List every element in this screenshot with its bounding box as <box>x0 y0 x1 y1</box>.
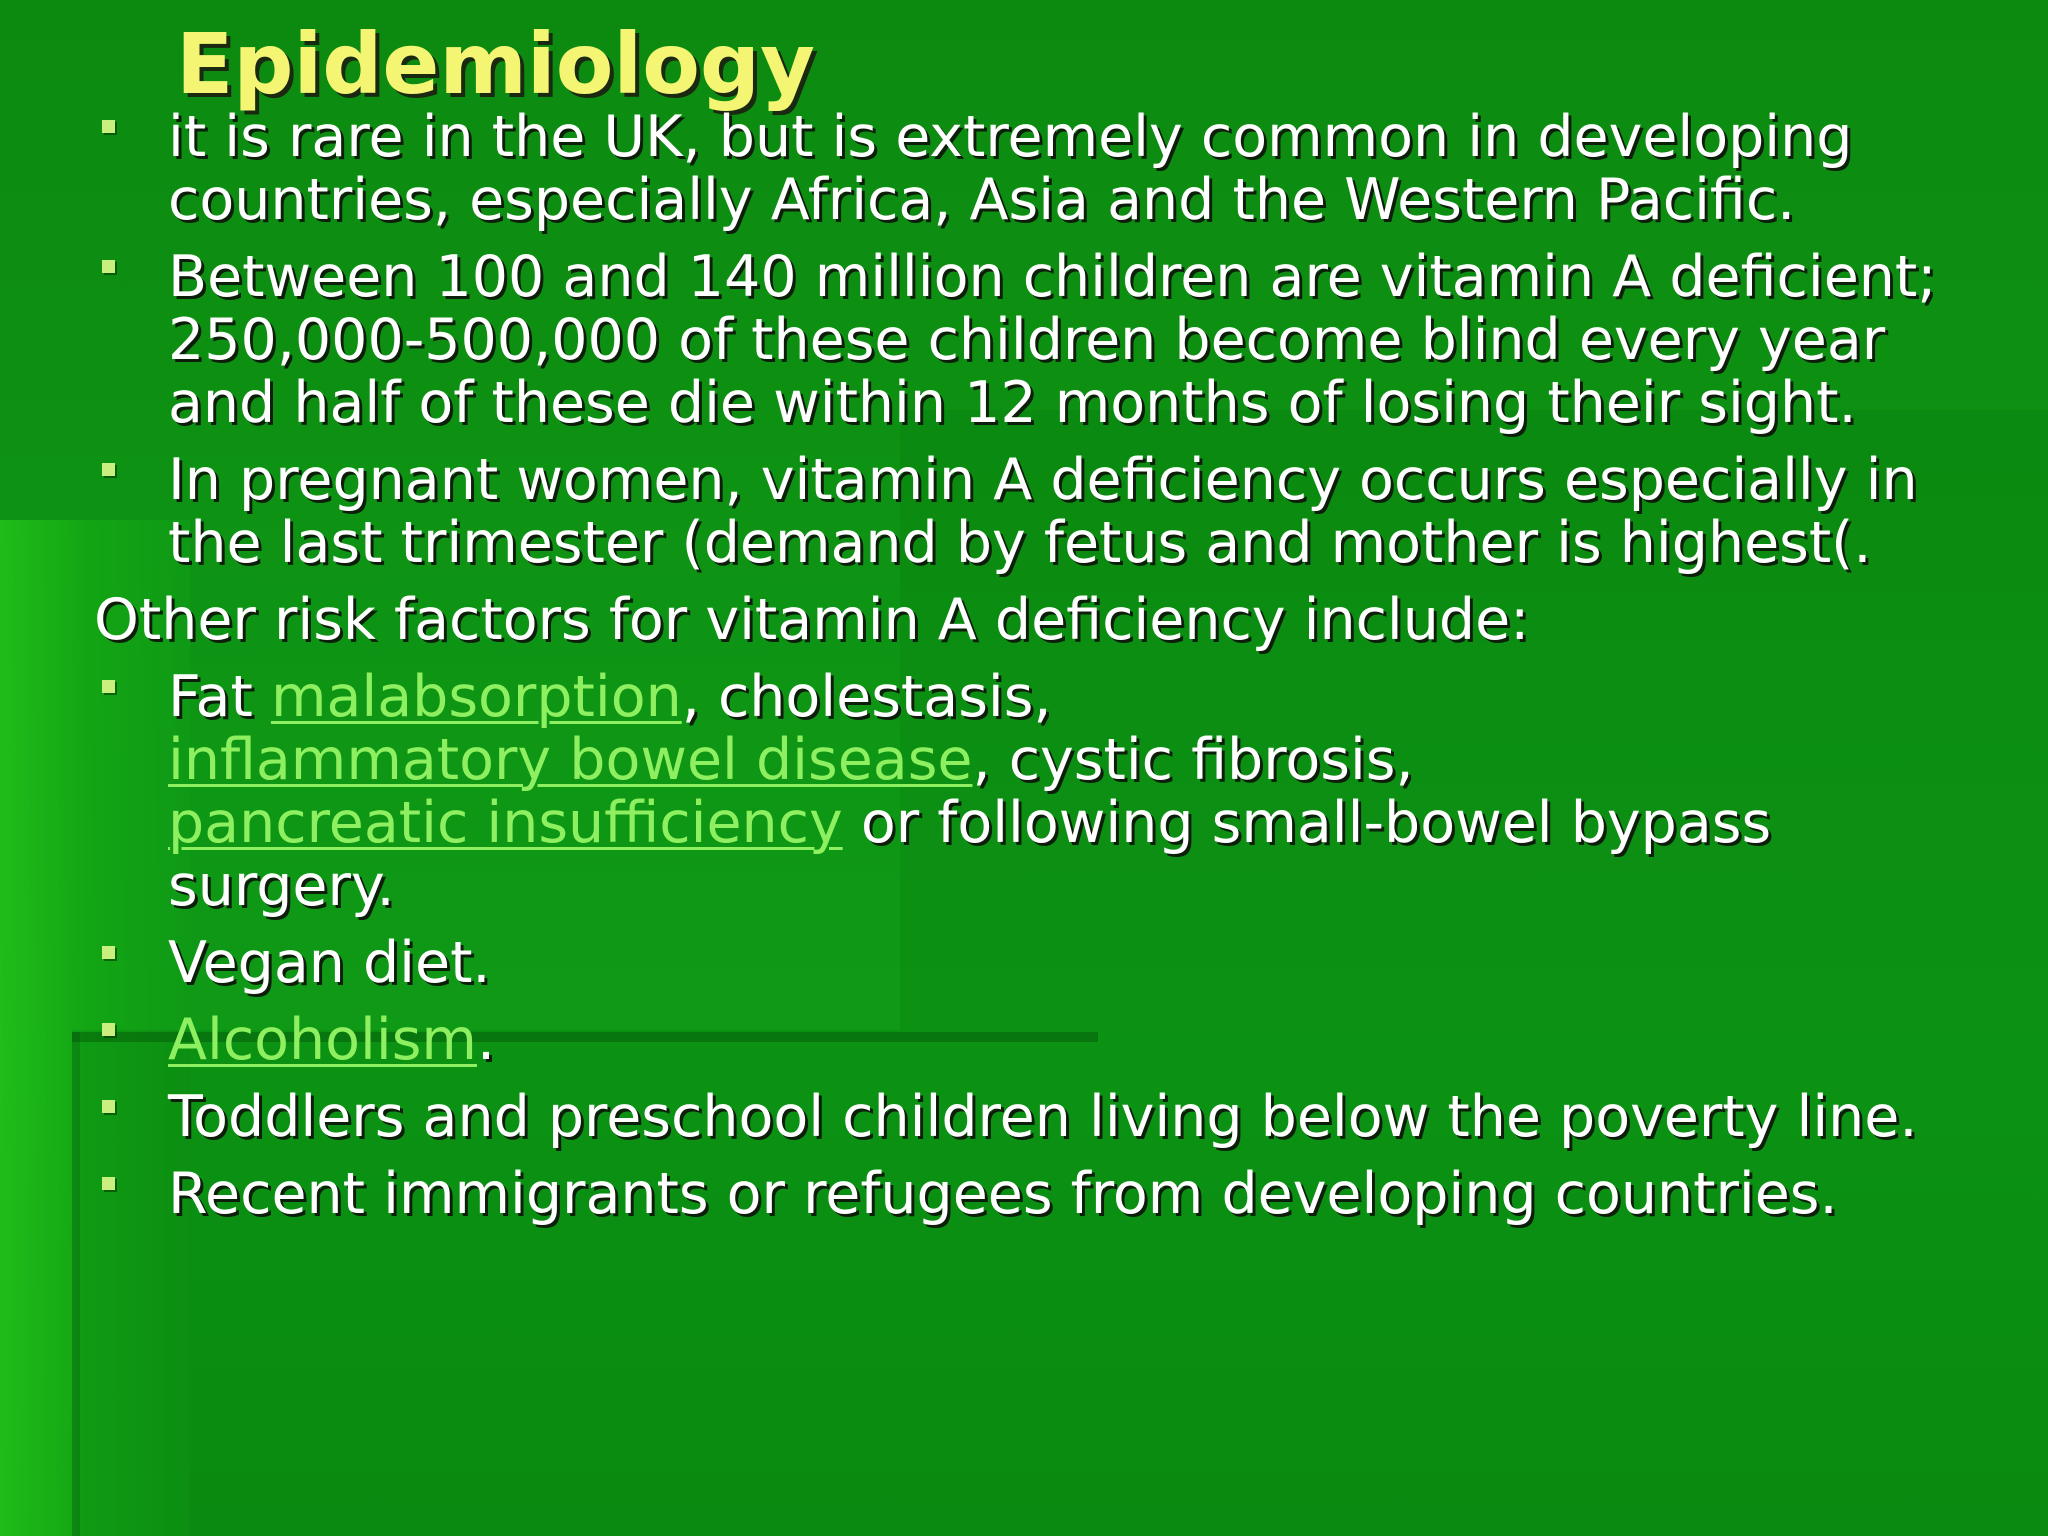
bullet-text: In pregnant women, vitamin A deficiency occurs especially in the last trimester (demand by fetus and mother is highest(. <box>168 447 1918 576</box>
square-bullet-icon <box>102 260 115 273</box>
list-item <box>94 1163 1994 1226</box>
square-bullet-icon <box>102 463 115 476</box>
bullet-text: or following small-bowel bypass surgery. <box>168 790 1772 919</box>
bullet-text: Recent immigrants or refugees from developing countries. <box>168 1161 1838 1227</box>
list-item <box>94 1086 1994 1149</box>
bullet-text: , cholestasis, <box>681 664 1052 730</box>
square-bullet-icon <box>102 1023 115 1036</box>
link-inflammatory-bowel-disease[interactable]: inflammatory bowel disease <box>168 727 973 793</box>
list-item <box>94 106 1994 232</box>
bullet-text: Between 100 and 140 million children are vitamin A deficient; 250,000-500,000 of these children become blind every year and half of these die within 12 months of losing their sight. <box>168 244 1937 436</box>
list-item <box>94 246 1994 435</box>
square-bullet-icon <box>102 1177 115 1190</box>
link-alcoholism[interactable]: Alcoholism <box>168 1007 477 1073</box>
square-bullet-icon <box>102 1100 115 1113</box>
list-item <box>94 1009 1994 1072</box>
link-pancreatic-insufficiency[interactable]: pancreatic insufficiency <box>168 790 843 856</box>
list-item <box>94 666 1994 918</box>
link-malabsorption[interactable]: malabsorption <box>270 664 682 730</box>
slide-title: Epidemiology <box>176 15 815 113</box>
square-bullet-icon <box>102 120 115 133</box>
list-item <box>94 932 1994 995</box>
bullet-text: Vegan diet. <box>168 930 491 996</box>
bullet-text: , cystic fibrosis, <box>972 727 1414 793</box>
bullet-text: . <box>476 1007 496 1073</box>
bullet-text: it is rare in the UK, but is extremely common in developing countries, especially Africa, Asia and the Western Pacific. <box>168 104 1853 233</box>
section-subheading: Other risk factors for vitamin A deficiency include: <box>94 587 1530 653</box>
square-bullet-icon <box>102 946 115 959</box>
square-bullet-icon <box>102 680 115 693</box>
bullet-text: Toddlers and preschool children living below the poverty line. <box>168 1084 1918 1150</box>
list-item <box>94 449 1994 575</box>
slide-body <box>94 106 1994 1240</box>
bullet-text: Fat <box>168 664 271 730</box>
background-ridge <box>72 1032 80 1536</box>
